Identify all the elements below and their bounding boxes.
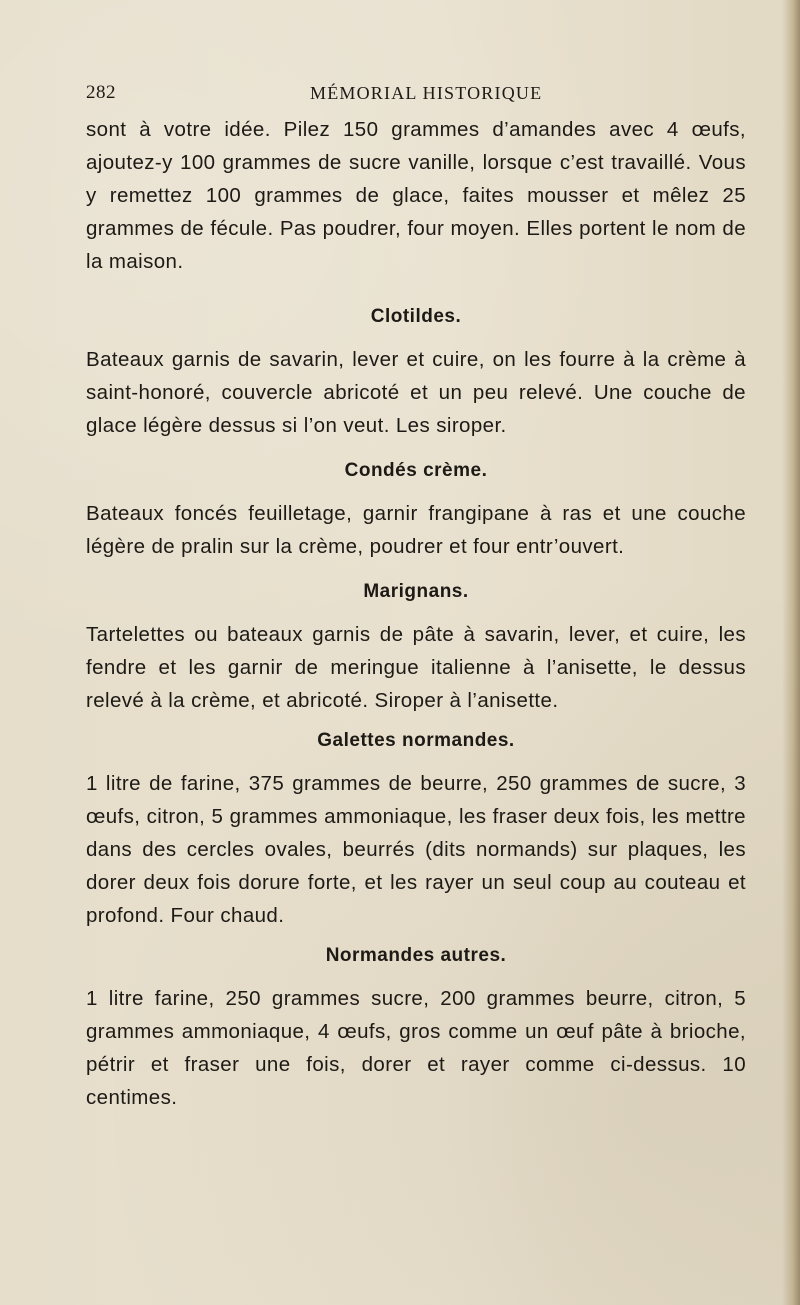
intro-paragraph: sont à votre idée. Pilez 150 grammes d’amandes avec 4 œufs, ajoutez-y 100 grammes de sucre vanille, lorsque c’est travaillé. Vous y remettez 100 grammes de glace, faites mousser et mêlez 25 grammes de fécule. Pas poudrer, four moyen. Elles portent le nom de la maison. — [86, 118, 746, 273]
section-heading-marignans: Marignans. — [363, 581, 469, 602]
section-body-galettes-normandes: 1 litre de farine, 375 grammes de beurre, 250 grammes de sucre, 3 œufs, citron, 5 grammes ammoniaque, les fraser deux fois, les mettre dans des cercles ovales, beurrés (dits normands) sur plaques, les dorer deux fois dorure forte, et les rayer un seul coup au couteau et profond. Four chaud. — [86, 772, 746, 927]
section-heading-normandes-autres: Normandes autres. — [325, 945, 507, 966]
page-content — [86, 113, 746, 1114]
section-body-normandes-autres: 1 litre farine, 250 grammes sucre, 200 grammes beurre, citron, 5 grammes ammoniaque, 4 œufs, gros comme un œuf pâte à brioche, pétrir et fraser une fois, dorer et rayer comme ci-dessus. 10 centimes. — [86, 987, 746, 1109]
page-number: 282 — [86, 82, 116, 103]
page-edge — [782, 0, 800, 1305]
section-body-marignans: Tartelettes ou bateaux garnis de pâte à savarin, lever, et cuire, les fendre et les garnir de meringue italienne à l’anisette, le dessus relevé à la crème, et abricoté. Siroper à l’anisette. — [86, 623, 746, 712]
section-heading-galettes-normandes: Galettes normandes. — [317, 730, 515, 751]
section-body-condes-creme: Bateaux foncés feuilletage, garnir frangipane à ras et une couche légère de pralin sur la crème, poudrer et four entr’ouvert. — [86, 502, 746, 558]
section-heading-clotildes: Clotildes. — [370, 306, 462, 327]
running-head: MÉMORIAL HISTORIQUE — [310, 83, 543, 103]
section-heading-condes-creme: Condés crème. — [344, 460, 488, 481]
section-body-clotildes: Bateaux garnis de savarin, lever et cuire, on les fourre à la crème à saint-honoré, couvercle abricoté et un peu relevé. Une couche de glace légère dessus si l’on veut. Les siroper. — [86, 348, 746, 437]
page-header — [86, 82, 746, 110]
